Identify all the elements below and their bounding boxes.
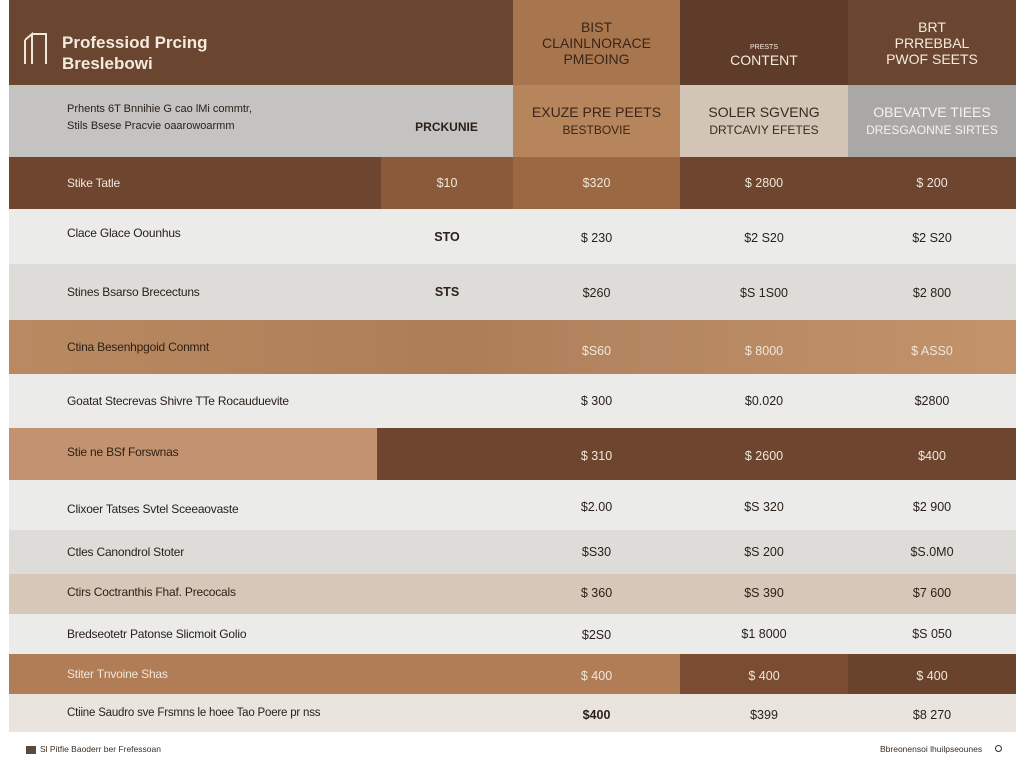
price-cell: $ 300 [580,394,613,408]
row-label: Bredseotetr Patonse Slicmoit Golio [67,627,247,641]
table-row [9,374,1016,428]
price-cell: $ 400 [580,669,613,683]
row-label: Stines Bsarso Brecectuns [67,285,200,299]
price-cell: $ ASS0 [911,344,953,358]
row-label: Stie ne BSf Forswnas [67,445,179,459]
price-cell: $ 200 [916,176,948,190]
subheader-col1 [513,85,680,157]
price-cell: $S 390 [744,586,784,600]
document-icon [22,30,52,66]
price-cell: $2800 [914,394,950,408]
footer-right-text: Bbreonensoi lhuilpseounes [880,744,983,754]
price-cell: $ 400 [748,669,780,683]
price-cell: $320 [582,176,611,190]
price-cell: $400 [582,708,611,722]
table-row [9,480,1016,530]
price-cell: $ 400 [916,669,948,683]
price-cell: $S 320 [744,500,784,514]
row-label: Stike Tatle [67,176,120,190]
price-cell: $ 310 [580,449,613,463]
price-cell: $S 050 [912,627,952,641]
table-row [9,428,1016,480]
header-col3 [848,12,1016,74]
title-line-2: Breslebowi [62,54,153,73]
price-cell: $0.020 [744,394,784,408]
price-cell: $S.0M0 [910,545,954,559]
table-row [9,574,1016,614]
price-cell: $ 2800 [744,176,784,190]
price-cell: $399 [750,708,778,722]
package-price: STS [434,285,460,299]
price-cell: $400 [918,449,946,463]
header-col2 [680,38,848,74]
table-row [9,614,1016,654]
price-cell: $8 270 [912,708,952,722]
row-label: Ctina Besenhpgoid Conmnt [67,340,209,354]
row-label: Clixoer Tatses Svtel Sceeaovaste [67,502,239,516]
table-row [9,694,1016,732]
header-col3-line1: BRT [918,18,946,35]
table-row [9,530,1016,574]
price-cell: $S 200 [744,545,784,559]
price-cell: $S 1S00 [740,286,788,300]
page-title [62,32,207,74]
title-line-1: Professiod Prcing [62,33,208,52]
header-col3-line2: PRREBBAL [894,34,970,51]
subheader-col1-line2: BESTBOVIE [562,123,631,138]
subheader-col1-line1: EXUZE PRE PEETS [531,104,662,121]
subheader-col3-line1: OBEVATVE TIEES [873,104,991,121]
package-label: PRCKUNIE [415,120,478,134]
header-col1-line3: PMEOING [563,51,630,68]
table-row [9,157,1016,209]
price-cell: $2 800 [912,286,952,300]
price-cell: $260 [582,286,611,300]
price-cell: $S60 [581,344,612,358]
header-col2-small: PRESTS [749,43,778,51]
subheader-col3 [848,85,1016,157]
subheader-col2-line2: DRTCAVIY EFETES [709,123,819,138]
subheader-col2 [680,85,848,157]
subheader-col3-line2: DRESGAONNE SIRTES [866,123,998,138]
desc-line-2: Stils Bsese Pracvie oaarowoarmm [67,120,235,132]
footer-logo-icon [26,746,36,754]
price-cell: $ 230 [580,231,613,245]
subheader-col2-line1: SOLER SGVENG [708,104,820,121]
row-label: Stiter Tnvoine Shas [67,667,168,681]
footer-circle-icon [995,745,1002,752]
row-label: Ctles Canondrol Stoter [67,545,184,559]
table-row [9,264,1016,320]
price-cell: $2S0 [581,628,612,642]
price-cell: $ 2600 [744,449,784,463]
header-col2-label: CONTENT [730,51,798,68]
price-cell: $1 8000 [741,627,787,641]
price-cell: $7 600 [912,586,952,600]
price-cell: $S30 [581,545,612,559]
table-row [9,320,1016,374]
header-col3-line3: PWOF SEETS [886,51,978,68]
header-col1-line2: CLAINLNORACE [542,34,651,51]
package-price: STO [434,229,460,244]
table-row [9,209,1016,264]
header-col1-line1: BIST [580,18,613,35]
package-price: $10 [436,176,458,190]
row-label: Clace Glace Oounhus [67,226,181,240]
price-cell: $2 900 [912,500,952,514]
row-label: Ctirs Coctranthis Fhaf. Precocals [67,585,236,599]
price-cell: $ 360 [580,586,613,600]
row-label: Goatat Stecrevas Shivre TTe Rocauduevite [67,394,289,408]
price-cell: $2 S20 [912,231,952,245]
footer-left-text: Sl Pitfie Baoderr ber Frefessoan [40,744,161,754]
price-cell: $2.00 [580,500,613,514]
row-label: Ctiine Saudro sve Frsmns le hoee Tao Poere pr nss [67,707,321,719]
price-cell: $ 8000 [744,344,784,358]
desc-line-1: Prhents 6T Bnnihie G cao lMi commtr, [67,103,253,115]
subheader-description [67,101,252,135]
price-cell: $2 S20 [744,231,784,245]
table-row [9,654,1016,694]
header-col1 [513,12,680,74]
